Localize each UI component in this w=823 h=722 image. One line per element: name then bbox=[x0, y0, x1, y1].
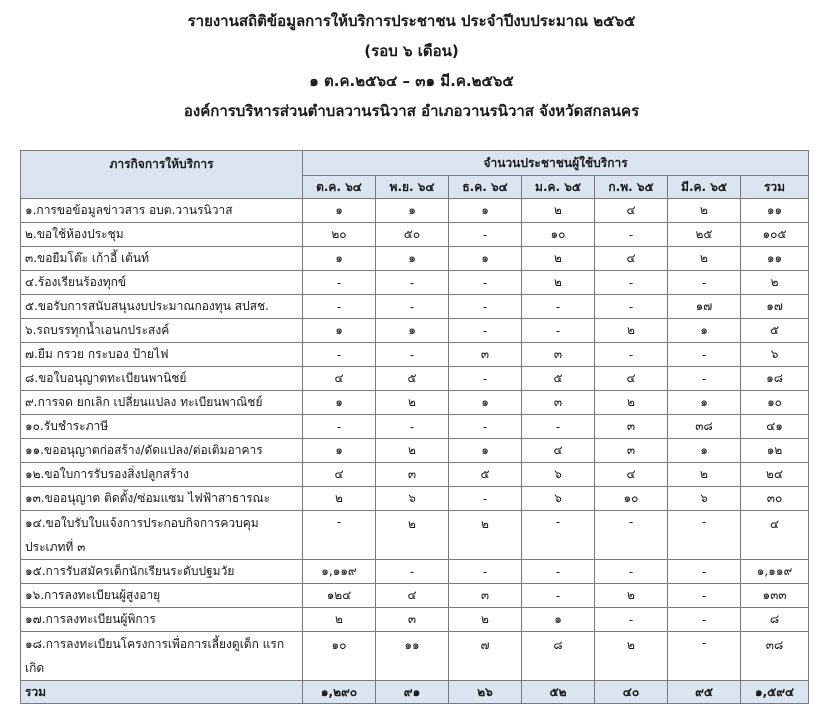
count-cell: ๔ bbox=[522, 439, 595, 463]
row-total-cell: ๓๘ bbox=[741, 632, 809, 681]
count-cell: ๓ bbox=[449, 343, 522, 367]
count-cell: - bbox=[376, 343, 449, 367]
service-label: ๑๗.การลงทะเบียนผู้พิการ bbox=[21, 608, 303, 632]
row-total-cell: ๖ bbox=[741, 343, 809, 367]
table-row bbox=[21, 560, 809, 584]
row-total-cell: ๑๑ bbox=[741, 247, 809, 271]
count-cell: - bbox=[668, 584, 741, 608]
count-cell: ๑,๑๑๙ bbox=[303, 560, 376, 584]
row-total-cell: ๓๐ bbox=[741, 487, 809, 511]
column-header-month: ธ.ค. ๖๔ bbox=[449, 176, 522, 199]
table-row bbox=[21, 247, 809, 271]
row-total-cell: ๒ bbox=[741, 271, 809, 295]
row-total-cell: ๑๘ bbox=[741, 367, 809, 391]
service-label: ๕.ขอรับการสนับสนุนงบประมาณกองทุน สปสช. bbox=[21, 295, 303, 319]
count-cell: ๒๕ bbox=[668, 223, 741, 247]
service-label: ๙.การจด ยกเลิก เปลี่ยนแปลง ทะเบียนพาณิชย์ bbox=[21, 391, 303, 415]
count-cell: ๓ bbox=[522, 391, 595, 415]
count-cell: - bbox=[303, 511, 376, 560]
column-header-month: มี.ค. ๖๕ bbox=[668, 176, 741, 199]
total-cell: ๑,๒๙๐ bbox=[303, 681, 376, 704]
count-cell: ๑๗ bbox=[668, 295, 741, 319]
count-cell: ๑ bbox=[303, 391, 376, 415]
row-total-cell: ๑๑ bbox=[741, 199, 809, 223]
table-row bbox=[21, 367, 809, 391]
count-cell: - bbox=[376, 295, 449, 319]
count-cell: ๑ bbox=[303, 199, 376, 223]
count-cell: ๒๐ bbox=[303, 223, 376, 247]
count-cell: ๖ bbox=[376, 487, 449, 511]
row-total-cell: ๑๒ bbox=[741, 439, 809, 463]
row-total-cell: ๑๗ bbox=[741, 295, 809, 319]
column-header-month: พ.ย. ๖๔ bbox=[376, 176, 449, 199]
count-cell: - bbox=[376, 560, 449, 584]
row-total-cell: ๔๑ bbox=[741, 415, 809, 439]
table-row bbox=[21, 415, 809, 439]
count-cell: ๒ bbox=[668, 199, 741, 223]
count-cell: ๑๑ bbox=[376, 632, 449, 681]
total-cell: ๙๑ bbox=[376, 681, 449, 704]
count-cell: ๑ bbox=[668, 439, 741, 463]
service-label: ๑๓.ขออนุญาต ติดตั้ง/ซ่อมแซม ไฟฟ้าสาธารณะ bbox=[21, 487, 303, 511]
service-label: ๔.ร้องเรียนร้องทุกข์ bbox=[21, 271, 303, 295]
column-header-month: รวม bbox=[741, 176, 809, 199]
service-label: ๑๕.การรับสมัครเด็กนักเรียนระดับปฐมวัย bbox=[21, 560, 303, 584]
count-cell: - bbox=[303, 343, 376, 367]
total-cell: ๔๐ bbox=[595, 681, 668, 704]
count-cell: ๑ bbox=[449, 391, 522, 415]
count-cell: - bbox=[449, 415, 522, 439]
count-cell: - bbox=[668, 343, 741, 367]
count-cell: ๒ bbox=[595, 319, 668, 343]
service-label: ๑.การขอข้อมูลข่าวสาร อบต.วานรนิวาส bbox=[21, 199, 303, 223]
count-cell: - bbox=[522, 295, 595, 319]
count-cell: - bbox=[595, 271, 668, 295]
table-row bbox=[21, 608, 809, 632]
column-header-month: ก.พ. ๖๕ bbox=[595, 176, 668, 199]
count-cell: - bbox=[522, 584, 595, 608]
count-cell: - bbox=[595, 343, 668, 367]
count-cell: ๓ bbox=[595, 415, 668, 439]
count-cell: - bbox=[595, 295, 668, 319]
count-cell: ๑ bbox=[376, 247, 449, 271]
count-cell: ๒ bbox=[522, 199, 595, 223]
service-label: ๓.ขอยืมโต๊ะ เก้าอี้ เต้นท์ bbox=[21, 247, 303, 271]
service-label: ๖.รถบรรทุกน้ำเอนกประสงค์ bbox=[21, 319, 303, 343]
count-cell: ๔ bbox=[595, 247, 668, 271]
count-cell: ๔ bbox=[595, 199, 668, 223]
column-header-month: ต.ค. ๖๔ bbox=[303, 176, 376, 199]
count-cell: - bbox=[668, 632, 741, 681]
count-cell: - bbox=[668, 271, 741, 295]
table-row bbox=[21, 319, 809, 343]
count-cell: ๖ bbox=[522, 487, 595, 511]
count-cell: - bbox=[449, 223, 522, 247]
count-cell: ๒ bbox=[522, 247, 595, 271]
count-cell: - bbox=[522, 511, 595, 560]
table-row bbox=[21, 439, 809, 463]
count-cell: ๖ bbox=[668, 487, 741, 511]
service-label: ๑๒.ขอใบการรับรองสิ่งปลูกสร้าง bbox=[21, 463, 303, 487]
count-cell: ๑ bbox=[376, 319, 449, 343]
count-cell: ๓ bbox=[449, 584, 522, 608]
report-title: รายงานสถิติข้อมูลการให้บริการประชาชน ประจำปีงบประมาณ ๒๕๖๕ bbox=[187, 12, 636, 30]
table-row bbox=[21, 391, 809, 415]
count-cell: ๑๐ bbox=[595, 487, 668, 511]
count-cell: ๒ bbox=[522, 271, 595, 295]
total-row bbox=[21, 681, 809, 704]
count-cell: - bbox=[303, 415, 376, 439]
total-label: รวม bbox=[21, 681, 303, 704]
count-cell: ๔ bbox=[595, 463, 668, 487]
count-cell: ๑ bbox=[303, 439, 376, 463]
count-cell: ๒ bbox=[376, 511, 449, 560]
count-cell: - bbox=[449, 271, 522, 295]
count-cell: ๒ bbox=[376, 391, 449, 415]
count-cell: ๒ bbox=[303, 608, 376, 632]
count-cell: - bbox=[668, 367, 741, 391]
table-row bbox=[21, 632, 809, 681]
row-total-cell: ๑,๑๑๙ bbox=[741, 560, 809, 584]
row-total-cell: ๘ bbox=[741, 608, 809, 632]
count-cell: - bbox=[449, 319, 522, 343]
count-cell: ๔ bbox=[303, 463, 376, 487]
column-header-users: จำนวนประชาชนผู้ใช้บริการ bbox=[303, 151, 809, 176]
count-cell: ๑ bbox=[449, 439, 522, 463]
count-cell: - bbox=[595, 223, 668, 247]
count-cell: - bbox=[303, 295, 376, 319]
count-cell: ๓ bbox=[376, 463, 449, 487]
column-header-service: ภารกิจการให้บริการ bbox=[21, 151, 303, 199]
table-row bbox=[21, 584, 809, 608]
count-cell: ๑๐ bbox=[522, 223, 595, 247]
count-cell: - bbox=[668, 608, 741, 632]
table-row bbox=[21, 271, 809, 295]
table-row bbox=[21, 223, 809, 247]
service-label: ๑๖.การลงทะเบียนผู้สูงอายุ bbox=[21, 584, 303, 608]
table-body bbox=[21, 199, 809, 681]
count-cell: ๑ bbox=[303, 247, 376, 271]
count-cell: ๑ bbox=[449, 199, 522, 223]
count-cell: ๑ bbox=[668, 319, 741, 343]
row-total-cell: ๑๐ bbox=[741, 391, 809, 415]
report-organization: องค์การบริหารส่วนตำบลวานรนิวาส อำเภอวานรนิวาส จังหวัดสกลนคร bbox=[183, 102, 640, 120]
count-cell: - bbox=[595, 511, 668, 560]
service-statistics-table bbox=[20, 150, 809, 704]
count-cell: ๒ bbox=[668, 247, 741, 271]
count-cell: - bbox=[376, 415, 449, 439]
count-cell: - bbox=[595, 560, 668, 584]
table-row bbox=[21, 199, 809, 223]
count-cell: ๓ bbox=[522, 343, 595, 367]
count-cell: - bbox=[376, 271, 449, 295]
count-cell: - bbox=[303, 271, 376, 295]
count-cell: ๒ bbox=[595, 584, 668, 608]
count-cell: - bbox=[449, 295, 522, 319]
total-cell: ๙๕ bbox=[668, 681, 741, 704]
count-cell: ๒ bbox=[595, 391, 668, 415]
count-cell: - bbox=[449, 367, 522, 391]
service-label: ๗.ยืม กรวย กระบอง ป้ายไฟ bbox=[21, 343, 303, 367]
count-cell: ๒ bbox=[376, 439, 449, 463]
count-cell: ๒ bbox=[595, 632, 668, 681]
service-label: ๑๘.การลงทะเบียนโครงการเพื่อการเลี้ยงดูเด็ก แรกเกิด bbox=[21, 632, 303, 681]
row-total-cell: ๒๔ bbox=[741, 463, 809, 487]
service-label: ๒.ขอใช้ห้องประชุม bbox=[21, 223, 303, 247]
count-cell: ๕ bbox=[449, 463, 522, 487]
row-total-cell: ๑๐๕ bbox=[741, 223, 809, 247]
count-cell: ๑๒๔ bbox=[303, 584, 376, 608]
count-cell: ๗ bbox=[449, 632, 522, 681]
report-header bbox=[0, 6, 823, 126]
total-cell: ๑,๕๙๔ bbox=[741, 681, 809, 704]
count-cell: ๑ bbox=[668, 391, 741, 415]
count-cell: ๘ bbox=[522, 632, 595, 681]
count-cell: - bbox=[449, 560, 522, 584]
row-total-cell: ๑๓๓ bbox=[741, 584, 809, 608]
count-cell: ๓ bbox=[595, 439, 668, 463]
count-cell: ๑ bbox=[522, 608, 595, 632]
count-cell: - bbox=[522, 415, 595, 439]
count-cell: ๒ bbox=[668, 463, 741, 487]
count-cell: ๔ bbox=[376, 584, 449, 608]
table-row bbox=[21, 343, 809, 367]
count-cell: ๑ bbox=[449, 247, 522, 271]
report-period-round: (รอบ ๖ เดือน) bbox=[364, 42, 459, 60]
report-date-range: ๑ ต.ค.๒๕๖๔ – ๓๑ มี.ค.๒๕๖๕ bbox=[309, 72, 514, 90]
count-cell: - bbox=[668, 560, 741, 584]
count-cell: - bbox=[522, 319, 595, 343]
row-total-cell: ๔ bbox=[741, 511, 809, 560]
table-row bbox=[21, 511, 809, 560]
total-cell: ๕๒ bbox=[522, 681, 595, 704]
count-cell: ๓ bbox=[376, 608, 449, 632]
count-cell: - bbox=[668, 511, 741, 560]
count-cell: ๒ bbox=[303, 487, 376, 511]
count-cell: - bbox=[522, 560, 595, 584]
count-cell: ๑ bbox=[303, 319, 376, 343]
count-cell: ๖ bbox=[522, 463, 595, 487]
total-cell: ๒๖ bbox=[449, 681, 522, 704]
column-header-month: ม.ค. ๖๕ bbox=[522, 176, 595, 199]
service-label: ๑๐.รับชำระภาษี bbox=[21, 415, 303, 439]
count-cell: ๑๐ bbox=[303, 632, 376, 681]
count-cell: ๕๐ bbox=[376, 223, 449, 247]
table-row bbox=[21, 463, 809, 487]
count-cell: ๓๘ bbox=[668, 415, 741, 439]
row-total-cell: ๕ bbox=[741, 319, 809, 343]
service-label: ๘.ขอใบอนุญาตทะเบียนพานิชย์ bbox=[21, 367, 303, 391]
count-cell: ๑ bbox=[376, 199, 449, 223]
table-row bbox=[21, 295, 809, 319]
service-label: ๑๔.ขอใบรับใบแจ้งการประกอบกิจการควบคุม ประเภทที่ ๓ bbox=[21, 511, 303, 560]
count-cell: ๔ bbox=[595, 367, 668, 391]
count-cell: ๔ bbox=[303, 367, 376, 391]
count-cell: - bbox=[595, 608, 668, 632]
count-cell: ๒ bbox=[449, 608, 522, 632]
count-cell: ๕ bbox=[376, 367, 449, 391]
service-label: ๑๑.ขออนุญาตก่อสร้าง/ดัดแปลง/ต่อเติมอาคาร bbox=[21, 439, 303, 463]
count-cell: ๕ bbox=[522, 367, 595, 391]
table-row bbox=[21, 487, 809, 511]
count-cell: - bbox=[449, 487, 522, 511]
count-cell: ๒ bbox=[449, 511, 522, 560]
